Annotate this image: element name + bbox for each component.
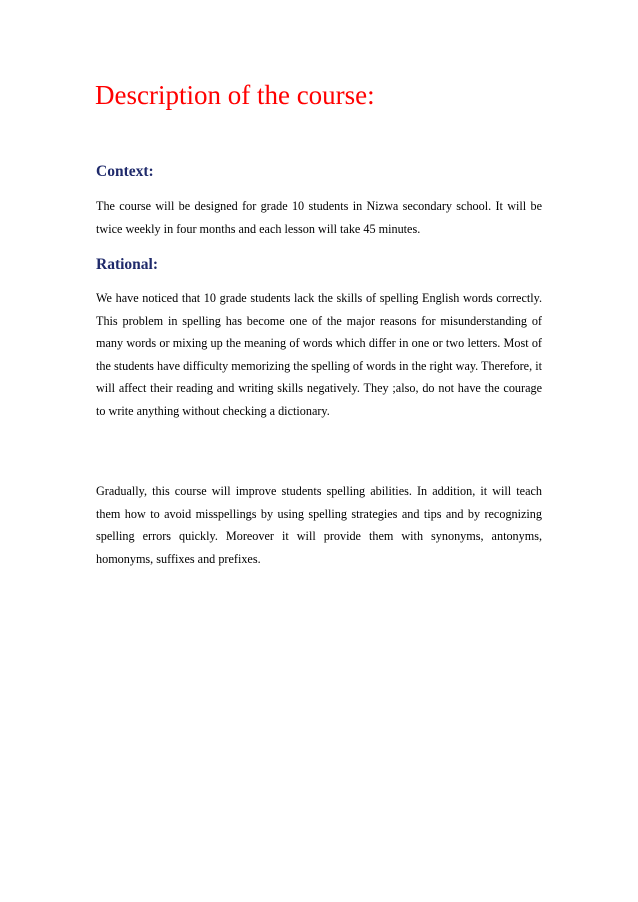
section-heading-rational: Rational: bbox=[96, 256, 158, 273]
context-paragraph: The course will be designed for grade 10 students in Nizwa secondary school. It will be twice weekly in four months and each lesson will take 45 minutes. bbox=[96, 199, 542, 236]
rational-paragraph-1: We have noticed that 10 grade students lack the skills of spelling English words correctly. This problem in spelling has become one of the major reasons for misunderstanding of many words or mixing up the meaning of words which differ in one or two letters. Most of the students have difficulty memorizing the spelling of words in the right way. Therefore, it will affect their reading and writing skills negatively. They ;also, do not have the courage to write anything without checking a dictionary. bbox=[96, 291, 542, 418]
rational-paragraph-2: Gradually, this course will improve students spelling abilities. In addition, it will teach them how to avoid misspellings by using spelling strategies and tips and by recognizing spelling errors quickly. Moreover it will provide them with synonyms, antonyms, homonyms, suffixes and prefixes. bbox=[96, 484, 542, 566]
page-title: Description of the course: bbox=[95, 80, 375, 110]
section-heading-context: Context: bbox=[96, 163, 154, 180]
